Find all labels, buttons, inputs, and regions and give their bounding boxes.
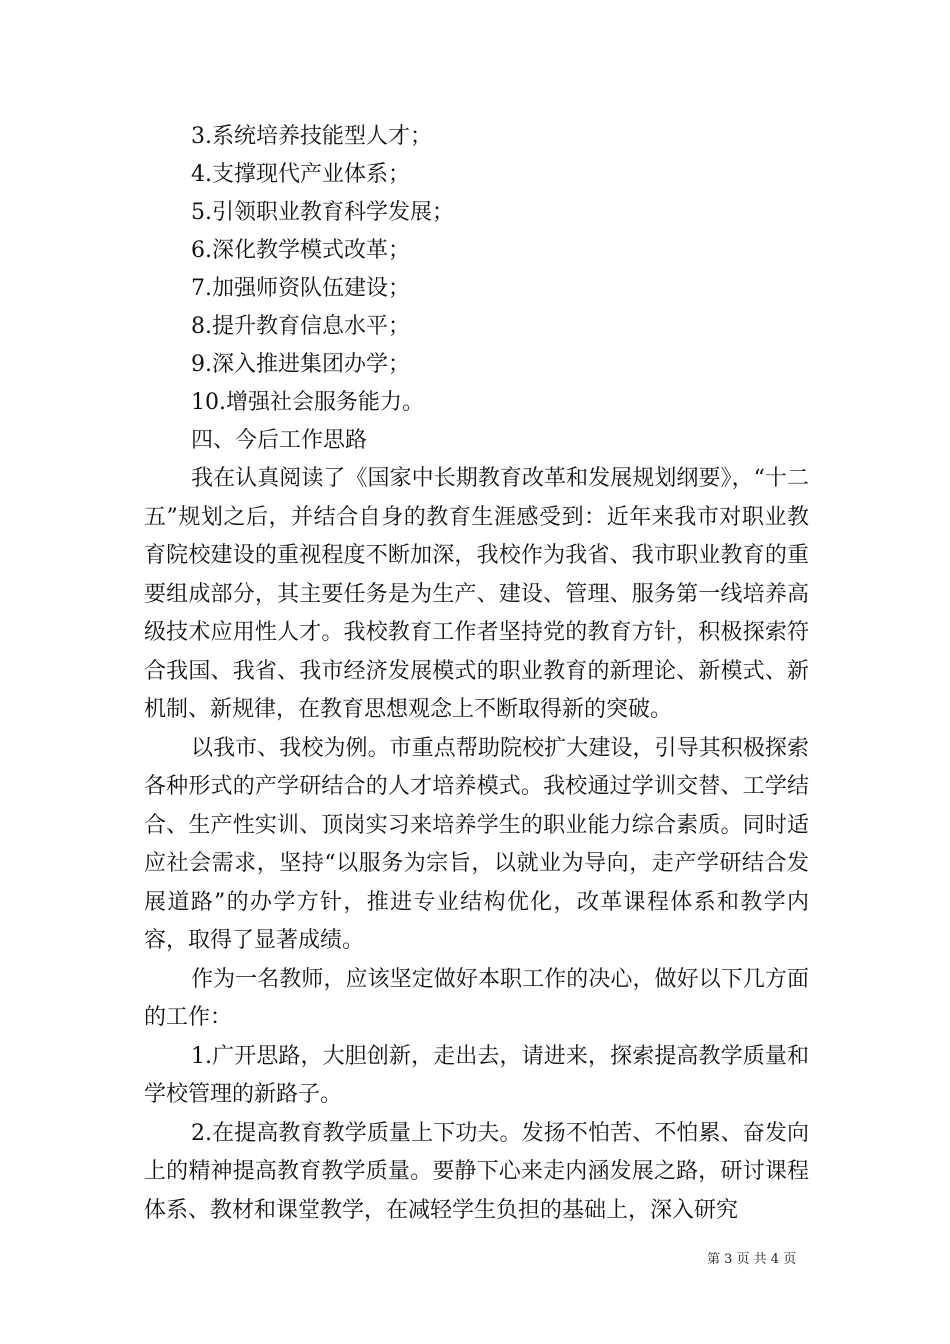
list-item: 4.支撑现代产业体系；	[191, 162, 410, 187]
list-item: 3.系统培养技能型人才；	[191, 124, 432, 149]
list-item: 5.引领职业教育科学发展；	[191, 200, 454, 225]
list-item: 9.深入推进集团办学；	[191, 352, 410, 377]
section-heading: 四、今后工作思路	[191, 428, 368, 453]
paragraph: 我在认真阅读了《国家中长期教育改革和发展规划纲要》，“十二五”规划之后，并结合自身的教育生涯感受到：近年来我市对职业教育院校建设的重视程度不断加深，我校作为我省、我市职业教育的重要组成部分，其主要任务是为生产、建设、管理、服务第一线培养高级技术应用性人才。我校教育工作者坚持党的教育方针，积极探索符合我国、我省、我市经济发展模式的职业教育的新理论、新模式、新机制、新规律，在教育思想观念上不断取得新的突破。	[144, 466, 809, 722]
page-number-footer: 第 3 页 共 4 页	[707, 1252, 797, 1267]
paragraph: 以我市、我校为例。市重点帮助院校扩大建设，引导其积极探索各种形式的产学研结合的人才培养模式。我校通过学训交替、工学结合、生产性实训、顶岗实习来培养学生的职业能力综合素质。同时适应社会需求，坚持“以服务为宗旨，以就业为导向，走产学研结合发展道路”的办学方针，推进专业结构优化，改革课程体系和教学内容，取得了显著成绩。	[144, 735, 809, 953]
page-content	[144, 118, 809, 1230]
list-item: 8.提升教育信息水平；	[191, 314, 410, 339]
list-item: 6.深化教学模式改革；	[191, 238, 410, 263]
list-item: 7.加强师资队伍建设；	[191, 276, 410, 301]
paragraph: 2.在提高教育教学质量上下功夫。发扬不怕苦、不怕累、奋发向上的精神提高教育教学质量。要静下心来走内涵发展之路，研讨课程体系、教材和课堂教学，在减轻学生负担的基础上，深入研究	[144, 1120, 809, 1223]
paragraph: 1.广开思路，大胆创新，走出去，请进来，探索提高教学质量和学校管理的新路子。	[144, 1043, 809, 1107]
list-item: 10.增强社会服务能力。	[191, 390, 424, 415]
paragraph: 作为一名教师，应该坚定做好本职工作的决心，做好以下几方面的工作：	[144, 966, 809, 1030]
